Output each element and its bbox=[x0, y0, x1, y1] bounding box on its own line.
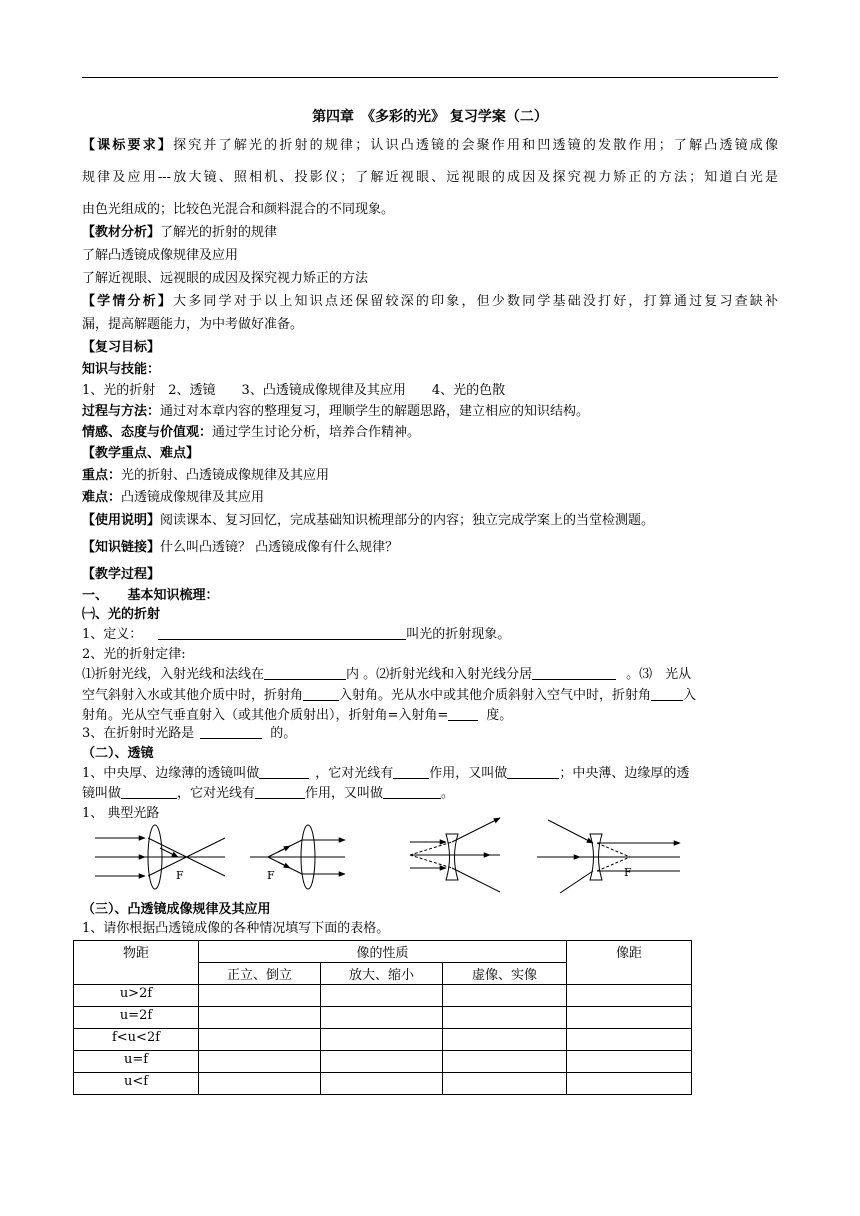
answer-cell[interactable] bbox=[199, 1029, 321, 1051]
sec2: （二）、透镜 bbox=[82, 746, 154, 761]
zhongdian-label: 【教学重点、难点】 bbox=[82, 446, 200, 461]
jiaocai-line3: 了解近视眼、远视眼的成因及探究视力矫正的方法 bbox=[82, 271, 369, 286]
zhishi-label: 知识与技能： bbox=[82, 362, 161, 377]
answer-cell[interactable] bbox=[321, 1073, 443, 1095]
row-label: u=2f bbox=[74, 1007, 199, 1029]
answer-cell[interactable] bbox=[199, 1007, 321, 1029]
answer-cell[interactable] bbox=[321, 1007, 443, 1029]
answer-cell[interactable] bbox=[567, 985, 692, 1007]
kebiao-line3: 由色光组成的；比较色光混合和颜料混合的不同现象。 bbox=[82, 202, 395, 217]
answer-cell[interactable] bbox=[199, 985, 321, 1007]
row-label: f<u<2f bbox=[74, 1029, 199, 1051]
jiaocai-line2: 了解凸透镜成像规律及应用 bbox=[82, 248, 239, 263]
answer-cell[interactable] bbox=[321, 1029, 443, 1051]
imaging-table bbox=[73, 940, 692, 1095]
row-label: u>2f bbox=[74, 985, 199, 1007]
sec1: ㈠、光的折射 bbox=[82, 607, 161, 622]
zhongdian: 重点：光的折射、凸透镜成像规律及其应用 bbox=[82, 468, 330, 483]
table-row bbox=[74, 1073, 692, 1095]
th-sub: 正立、倒立 bbox=[199, 963, 321, 985]
xueqing-line1: 【学情分析】大多同学对于以上知识点还保留较深的印象，但少数同学基础没打好，打算通过复习查缺补 bbox=[82, 294, 778, 309]
th-xingzhi: 像的性质 bbox=[199, 941, 567, 963]
answer-cell[interactable] bbox=[443, 1029, 567, 1051]
sec3-item1: 1、请你根据凸透镜成像的各种情况填写下面的表格。 bbox=[82, 921, 390, 936]
xueqing-line2: 漏，提高解题能力，为中考做好准备。 bbox=[82, 317, 304, 332]
guocheng-label: 【教学过程】 bbox=[82, 567, 161, 582]
answer-cell[interactable] bbox=[199, 1073, 321, 1095]
fuxi-label: 【复习目标】 bbox=[82, 340, 161, 355]
answer-cell[interactable] bbox=[199, 1051, 321, 1073]
th-sub: 虚像、实像 bbox=[443, 963, 567, 985]
answer-cell[interactable] bbox=[443, 1051, 567, 1073]
answer-cell[interactable] bbox=[567, 1007, 692, 1029]
concave-focus-diagram bbox=[537, 820, 680, 893]
table-row bbox=[74, 985, 692, 1007]
th-sub: 放大、缩小 bbox=[321, 963, 443, 985]
convex-focus-diagram bbox=[250, 825, 345, 889]
jiaocai-line1: 【教材分析】了解光的折射的规律 bbox=[82, 225, 278, 240]
nandian: 难点：凸透镜成像规律及其应用 bbox=[82, 490, 265, 505]
part1: 一、 基本知识梳理： bbox=[82, 588, 219, 603]
answer-cell[interactable] bbox=[567, 1051, 692, 1073]
answer-cell[interactable] bbox=[443, 985, 567, 1007]
answer-cell[interactable] bbox=[443, 1073, 567, 1095]
law1: ⑴折射光线，入射光线和法线在 内 。⑵折射光线和入射光线分居 。⑶ 光从 bbox=[82, 667, 692, 682]
guocheng-fangfa: 过程与方法：通过对本章内容的整理复习，理顺学生的解题思路，建立相应的知识结构。 bbox=[82, 404, 590, 419]
table-row bbox=[74, 1029, 692, 1051]
row-label: u=f bbox=[74, 1051, 199, 1073]
answer-cell[interactable] bbox=[567, 1073, 692, 1095]
focus-label-4: F bbox=[624, 866, 632, 879]
shiyong: 【使用说明】阅读课本、复习回忆，完成基础知识梳理部分的内容；独立完成学案上的当堂检测题。 bbox=[82, 513, 655, 528]
th-xiangju: 像距 bbox=[567, 941, 692, 985]
lens3: 1、 典型光路 bbox=[82, 806, 160, 821]
lianjie: 【知识链接】什么叫凸透镜？ 凸透镜成像有什么规律？ bbox=[82, 540, 399, 555]
focus-label-2: F bbox=[267, 869, 275, 882]
th-wuju: 物距 bbox=[74, 941, 199, 985]
lens2: 镜叫做 ，它对光线有 作用，又叫做 。 bbox=[82, 786, 455, 801]
answer-cell[interactable] bbox=[321, 985, 443, 1007]
sec3: （三）、凸透镜成像规律及其应用 bbox=[82, 902, 271, 917]
convex-converge-diagram bbox=[95, 825, 225, 889]
lens1: 1、中央厚、边缘薄的透镜叫做 ，它对光线有 作用，又叫做 ；中央薄、边缘厚的透 bbox=[82, 766, 690, 781]
kebiao-line2: 规律及应用---放大镜、照相机、投影仪；了解近视眼、远视眼的成因及探究视力矫正的方法；知道白光是 bbox=[82, 170, 778, 185]
zhishi-items: 1、光的折射 2、透镜 3、凸透镜成像规律及其应用 4、光的色散 bbox=[82, 383, 506, 398]
page-title: 第四章 《多彩的光》 复习学案（二） bbox=[312, 109, 548, 125]
table-row bbox=[74, 1051, 692, 1073]
qinggan: 情感、态度与价值观：通过学生讨论分析，培养合作精神。 bbox=[82, 425, 421, 440]
table-row bbox=[74, 1007, 692, 1029]
answer-cell[interactable] bbox=[443, 1007, 567, 1029]
concave-diverge-diagram bbox=[410, 818, 500, 892]
d2: 2、光的折射定律: bbox=[82, 647, 186, 662]
d3: 3、在折射时光路是 的。 bbox=[82, 726, 297, 741]
kebiao-line1: 【课标要求】探究并了解光的折射的规律；认识凸透镜的会聚作用和凹透镜的发散作用；了解凸透镜成像 bbox=[82, 138, 778, 153]
answer-cell[interactable] bbox=[567, 1029, 692, 1051]
law2: 空气斜射入水或其他介质中时，折射角 入射角。光从水中或其他介质斜射入空气中时，折射角 入 bbox=[82, 688, 697, 703]
focus-label-1: F bbox=[176, 869, 184, 882]
row-label: u<f bbox=[74, 1073, 199, 1095]
d1: 1、定义： 叫光的折射现象。 bbox=[82, 627, 511, 642]
law3: 射角。光从空气垂直射入（或其他介质射出），折射角=入射角= 度。 bbox=[82, 708, 513, 723]
answer-cell[interactable] bbox=[321, 1051, 443, 1073]
